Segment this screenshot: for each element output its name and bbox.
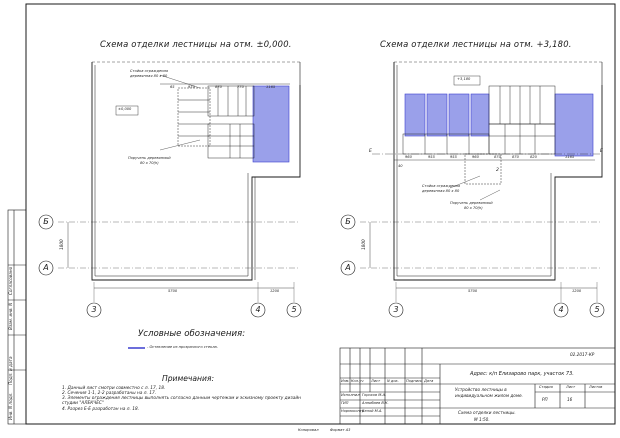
handrail-label-left-1: Поручень деревянный — [128, 156, 171, 160]
dim-right-8: 1165 — [565, 155, 575, 159]
note-2: 2. Сечения 1-1, 2-2 разработаны на л. 17. — [62, 391, 157, 396]
side-stamp-1: Инв. N подл. — [8, 392, 13, 420]
stamp-code: 02.2017-КР — [570, 352, 595, 357]
stamp-name-2: Алпибаев В.К. — [362, 401, 389, 405]
notes-title: Примечания: — [162, 374, 215, 383]
glass-panel-right-3 — [449, 94, 469, 136]
level-mark-right: +3,180 — [457, 77, 471, 81]
dim-left-5: 1165 — [266, 85, 276, 89]
plan-right — [58, 62, 602, 302]
railing-post-label-left-2: деревянная 80 х 80 — [130, 74, 168, 78]
level-mark-left: ±0,000 — [118, 107, 132, 111]
glass-panel-right-2 — [427, 94, 447, 136]
glass-panel-left — [253, 86, 289, 162]
stamp-sheet-title-2: М 1:50. — [474, 417, 490, 422]
stamp-sheet-header: Лист — [566, 385, 576, 389]
plan-left — [58, 62, 300, 302]
dim-right-6: 870 — [512, 155, 519, 159]
dim-right-1: 960 — [405, 155, 412, 159]
stamp-col-data: Дата — [424, 379, 434, 383]
dim-left-1200: 1200 — [270, 289, 280, 293]
railing-post-label-left-1: Стойка ограждения — [130, 69, 169, 73]
glass-panel-right-4 — [471, 94, 489, 136]
glass-panel-right-1 — [405, 94, 425, 136]
stamp-sheet-title-1: Схема отделки лестницы. — [458, 410, 516, 415]
dim-right-1800: 1800 — [361, 239, 366, 250]
dim-left-3: 870 — [215, 85, 222, 89]
stamp-role-3: Нормоконтр — [341, 409, 365, 413]
dim-right-4: 960 — [472, 155, 479, 159]
side-stamp-3: Взам. инв. N — [8, 302, 13, 330]
dim-left-4: 770 — [237, 85, 244, 89]
stamp-col-izm: Изм. — [341, 379, 350, 383]
axis-5-left: 5 — [291, 305, 297, 314]
handrail-label-right-1: Поручень деревянный — [450, 201, 493, 205]
axis-a-right: А — [345, 263, 351, 272]
dim-right-2: 955 — [428, 155, 435, 159]
dim-right-1200: 1200 — [572, 289, 582, 293]
side-stamp-4: Согласовано — [8, 266, 13, 295]
stamp-name-1: Горохов М.А. — [362, 393, 387, 397]
note-3: 3. Элементы ограждения лестницы выполнять согласно данным чертежам и эскизному проекту дизайн — [62, 396, 301, 401]
stamp-project-1: Устройство лестницы в — [455, 387, 507, 392]
stamp-name-3: Белой М.А. — [362, 409, 383, 413]
railing-post-label-right-1: Стойка ограждения — [422, 184, 461, 188]
section-2-mark: 2 — [496, 168, 499, 173]
stamp-sheet-number: 16 — [567, 397, 573, 402]
section-e-right: Е — [600, 149, 603, 154]
axis-b-right: Б — [345, 217, 351, 226]
dim-left-1: 65 — [170, 85, 175, 89]
axis-b-left: Б — [43, 217, 49, 226]
axis-3-left: 3 — [91, 305, 97, 314]
axis-bubbles — [39, 215, 604, 317]
dim-left-5700: 5700 — [168, 289, 178, 293]
axis-4-right: 4 — [558, 305, 564, 314]
stamp-role-1: Исполнил — [341, 393, 360, 397]
legend-glass-label: - Остекление из прозрачного стекла. — [147, 345, 218, 349]
stamp-col-list: Лист — [371, 379, 381, 383]
stamp-col-ndok: N док. — [387, 379, 399, 383]
stamp-role-2: ГИП — [341, 401, 349, 405]
axis-3-right: 3 — [393, 305, 399, 314]
axis-4-left: 4 — [255, 305, 261, 314]
dim-right-5: 870 — [494, 155, 501, 159]
axis-a-left: А — [43, 263, 49, 272]
stamp-address: Адрес: к/п Елизарово парк, участок 73. — [470, 371, 574, 377]
stamp-col-kol: Кол.уч — [351, 379, 364, 383]
railing-post-label-right-2: деревянная 80 х 80 — [422, 189, 460, 193]
stamp-stage: РП — [542, 397, 548, 402]
dim-left-1800: 1800 — [59, 239, 64, 250]
stamp-project-2: индивидуальном жилом доме. — [455, 393, 523, 398]
legend-title: Условные обозначения: — [138, 329, 246, 339]
stamp-sheets-header: Листов — [589, 385, 603, 389]
plan-left-title: Схема отделки лестницы на отм. ±0,000. — [100, 39, 292, 49]
side-stamp-2: Подп. и дата — [8, 356, 13, 385]
dim-right-40: 40 — [398, 164, 403, 168]
dim-left-2: 970 — [188, 85, 195, 89]
footer-copied: Копировал — [298, 428, 319, 432]
glass-panel-right-5 — [555, 94, 593, 156]
footer-format: Формат А3 — [330, 428, 351, 432]
dim-right-7: 820 — [530, 155, 537, 159]
note-1: 1. Данный лист смотри совместно с л. 17, 18. — [62, 386, 166, 391]
dim-right-5700: 5700 — [468, 289, 478, 293]
handrail-label-right-2: 80 х 70(h) — [464, 206, 483, 210]
stamp-col-podp: Подпись — [406, 379, 423, 383]
sheet-frame — [26, 4, 615, 424]
note-4: 4. Разрез Е-Е разработан на л. 18. — [62, 407, 140, 412]
handrail-label-left-2: 80 х 70(h) — [140, 161, 159, 165]
stamp-stage-header: Стадия — [539, 385, 553, 389]
axis-5-right: 5 — [594, 305, 600, 314]
note-3b: студии "АЛЕКЧЕС" — [62, 401, 104, 406]
section-e-left: Е — [369, 149, 372, 154]
plan-right-title: Схема отделки лестницы на отм. +3,180. — [380, 39, 572, 49]
dim-right-3: 955 — [450, 155, 457, 159]
